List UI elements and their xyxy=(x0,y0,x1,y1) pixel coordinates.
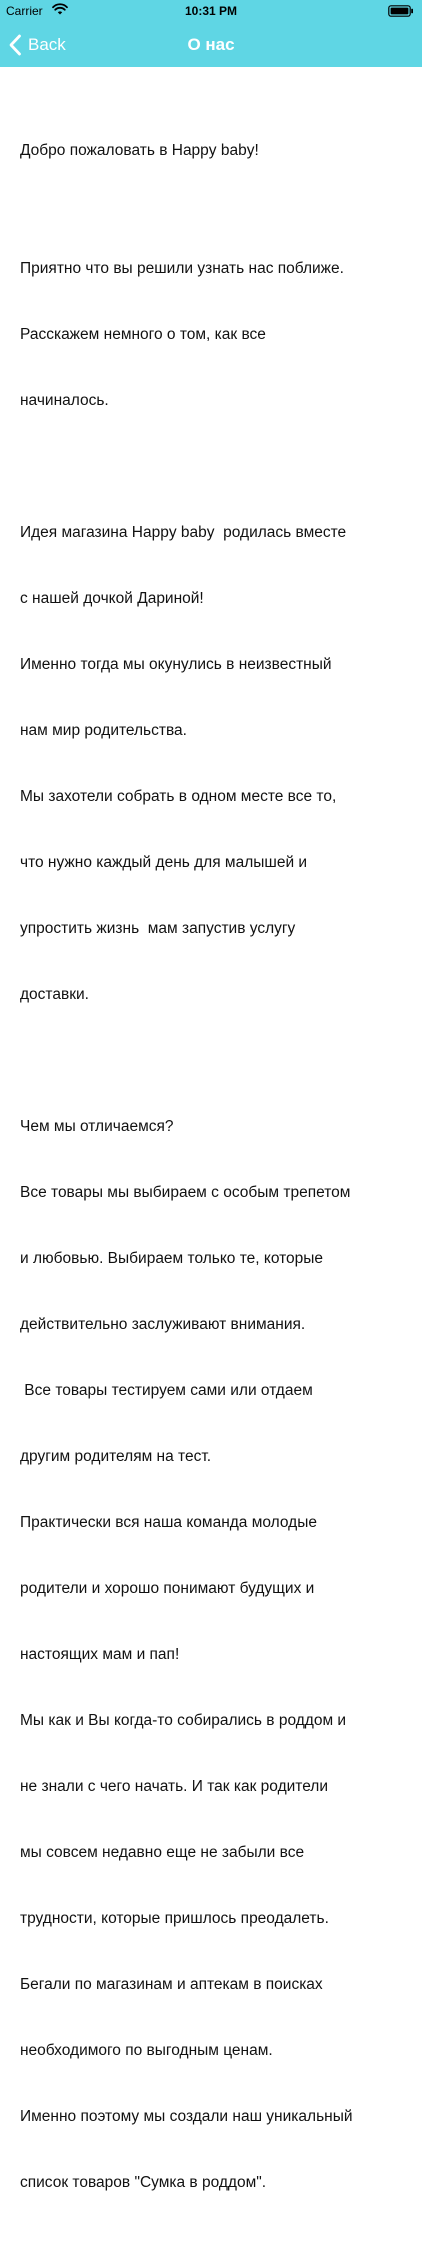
chevron-left-icon xyxy=(8,34,22,56)
about-content xyxy=(20,96,410,2246)
difference-line-7: Практически вся наша команда молодые xyxy=(20,1514,317,1531)
welcome-text: Добро пожаловать в Happy baby! xyxy=(20,142,259,159)
difference-line-13: трудности, которые пришлось преодалеть. xyxy=(20,1910,329,1927)
difference-line-5: Все товары тестируем сами или отдаем xyxy=(20,1382,313,1399)
difference-line-9: настоящих мам и пап! xyxy=(20,1646,180,1663)
story-line-3: Именно тогда мы окунулись в неизвестный xyxy=(20,656,332,673)
carrier-label: Carrier xyxy=(6,4,43,18)
difference-paragraph xyxy=(20,1072,410,2238)
difference-line-3: и любовью. Выбираем только те, которые xyxy=(20,1250,324,1267)
back-button[interactable] xyxy=(8,22,66,67)
difference-line-17: список товаров "Сумка в роддом". xyxy=(20,2174,267,2191)
navigation-bar xyxy=(0,22,422,67)
story-line-5: Мы захотели собрать в одном месте все то, xyxy=(20,788,337,805)
status-time: 10:31 PM xyxy=(184,4,238,18)
story-line-7: упростить жизнь мам запустив услугу xyxy=(20,920,296,937)
difference-line-15: необходимого по выгодным ценам. xyxy=(20,2042,273,2059)
difference-line-4: действительно заслуживают внимания. xyxy=(20,1316,306,1333)
story-paragraph xyxy=(20,478,410,1050)
story-line-4: нам мир родительства. xyxy=(20,722,187,739)
story-line-6: что нужно каждый день для малышей и xyxy=(20,854,308,871)
difference-line-10: Мы как и Вы когда-то собирались в роддом и xyxy=(20,1712,347,1729)
battery-icon xyxy=(388,5,414,17)
difference-line-11: не знали с чего начать. И так как родители xyxy=(20,1778,329,1795)
difference-line-12: мы совсем недавно еще не забыли все xyxy=(20,1844,305,1861)
status-bar xyxy=(0,0,422,22)
page-title: О нас xyxy=(187,35,235,54)
story-line-2: с нашей дочкой Дариной! xyxy=(20,590,204,607)
story-line-1: Идея магазина Happy baby родилась вместе xyxy=(20,524,347,541)
difference-line-16: Именно поэтому мы создали наш уникальный xyxy=(20,2108,353,2125)
app-header xyxy=(0,0,422,67)
intro-line-1: Приятно что вы решили узнать нас поближе. xyxy=(20,260,344,277)
difference-line-2: Все товары мы выбираем с особым трепетом xyxy=(20,1184,351,1201)
difference-line-1: Чем мы отличаемся? xyxy=(20,1118,174,1135)
intro-paragraph xyxy=(20,214,410,456)
difference-line-6: другим родителям на тест. xyxy=(20,1448,212,1465)
back-label: Back xyxy=(28,35,66,54)
difference-line-8: родители и хорошо понимают будущих и xyxy=(20,1580,315,1597)
story-line-8: доставки. xyxy=(20,986,89,1003)
welcome-paragraph xyxy=(20,96,410,206)
difference-line-14: Бегали по магазинам и аптекам в поисках xyxy=(20,1976,323,1993)
intro-line-2: Расскажем немного о том, как все xyxy=(20,326,266,343)
intro-line-3: начиналось. xyxy=(20,392,109,409)
